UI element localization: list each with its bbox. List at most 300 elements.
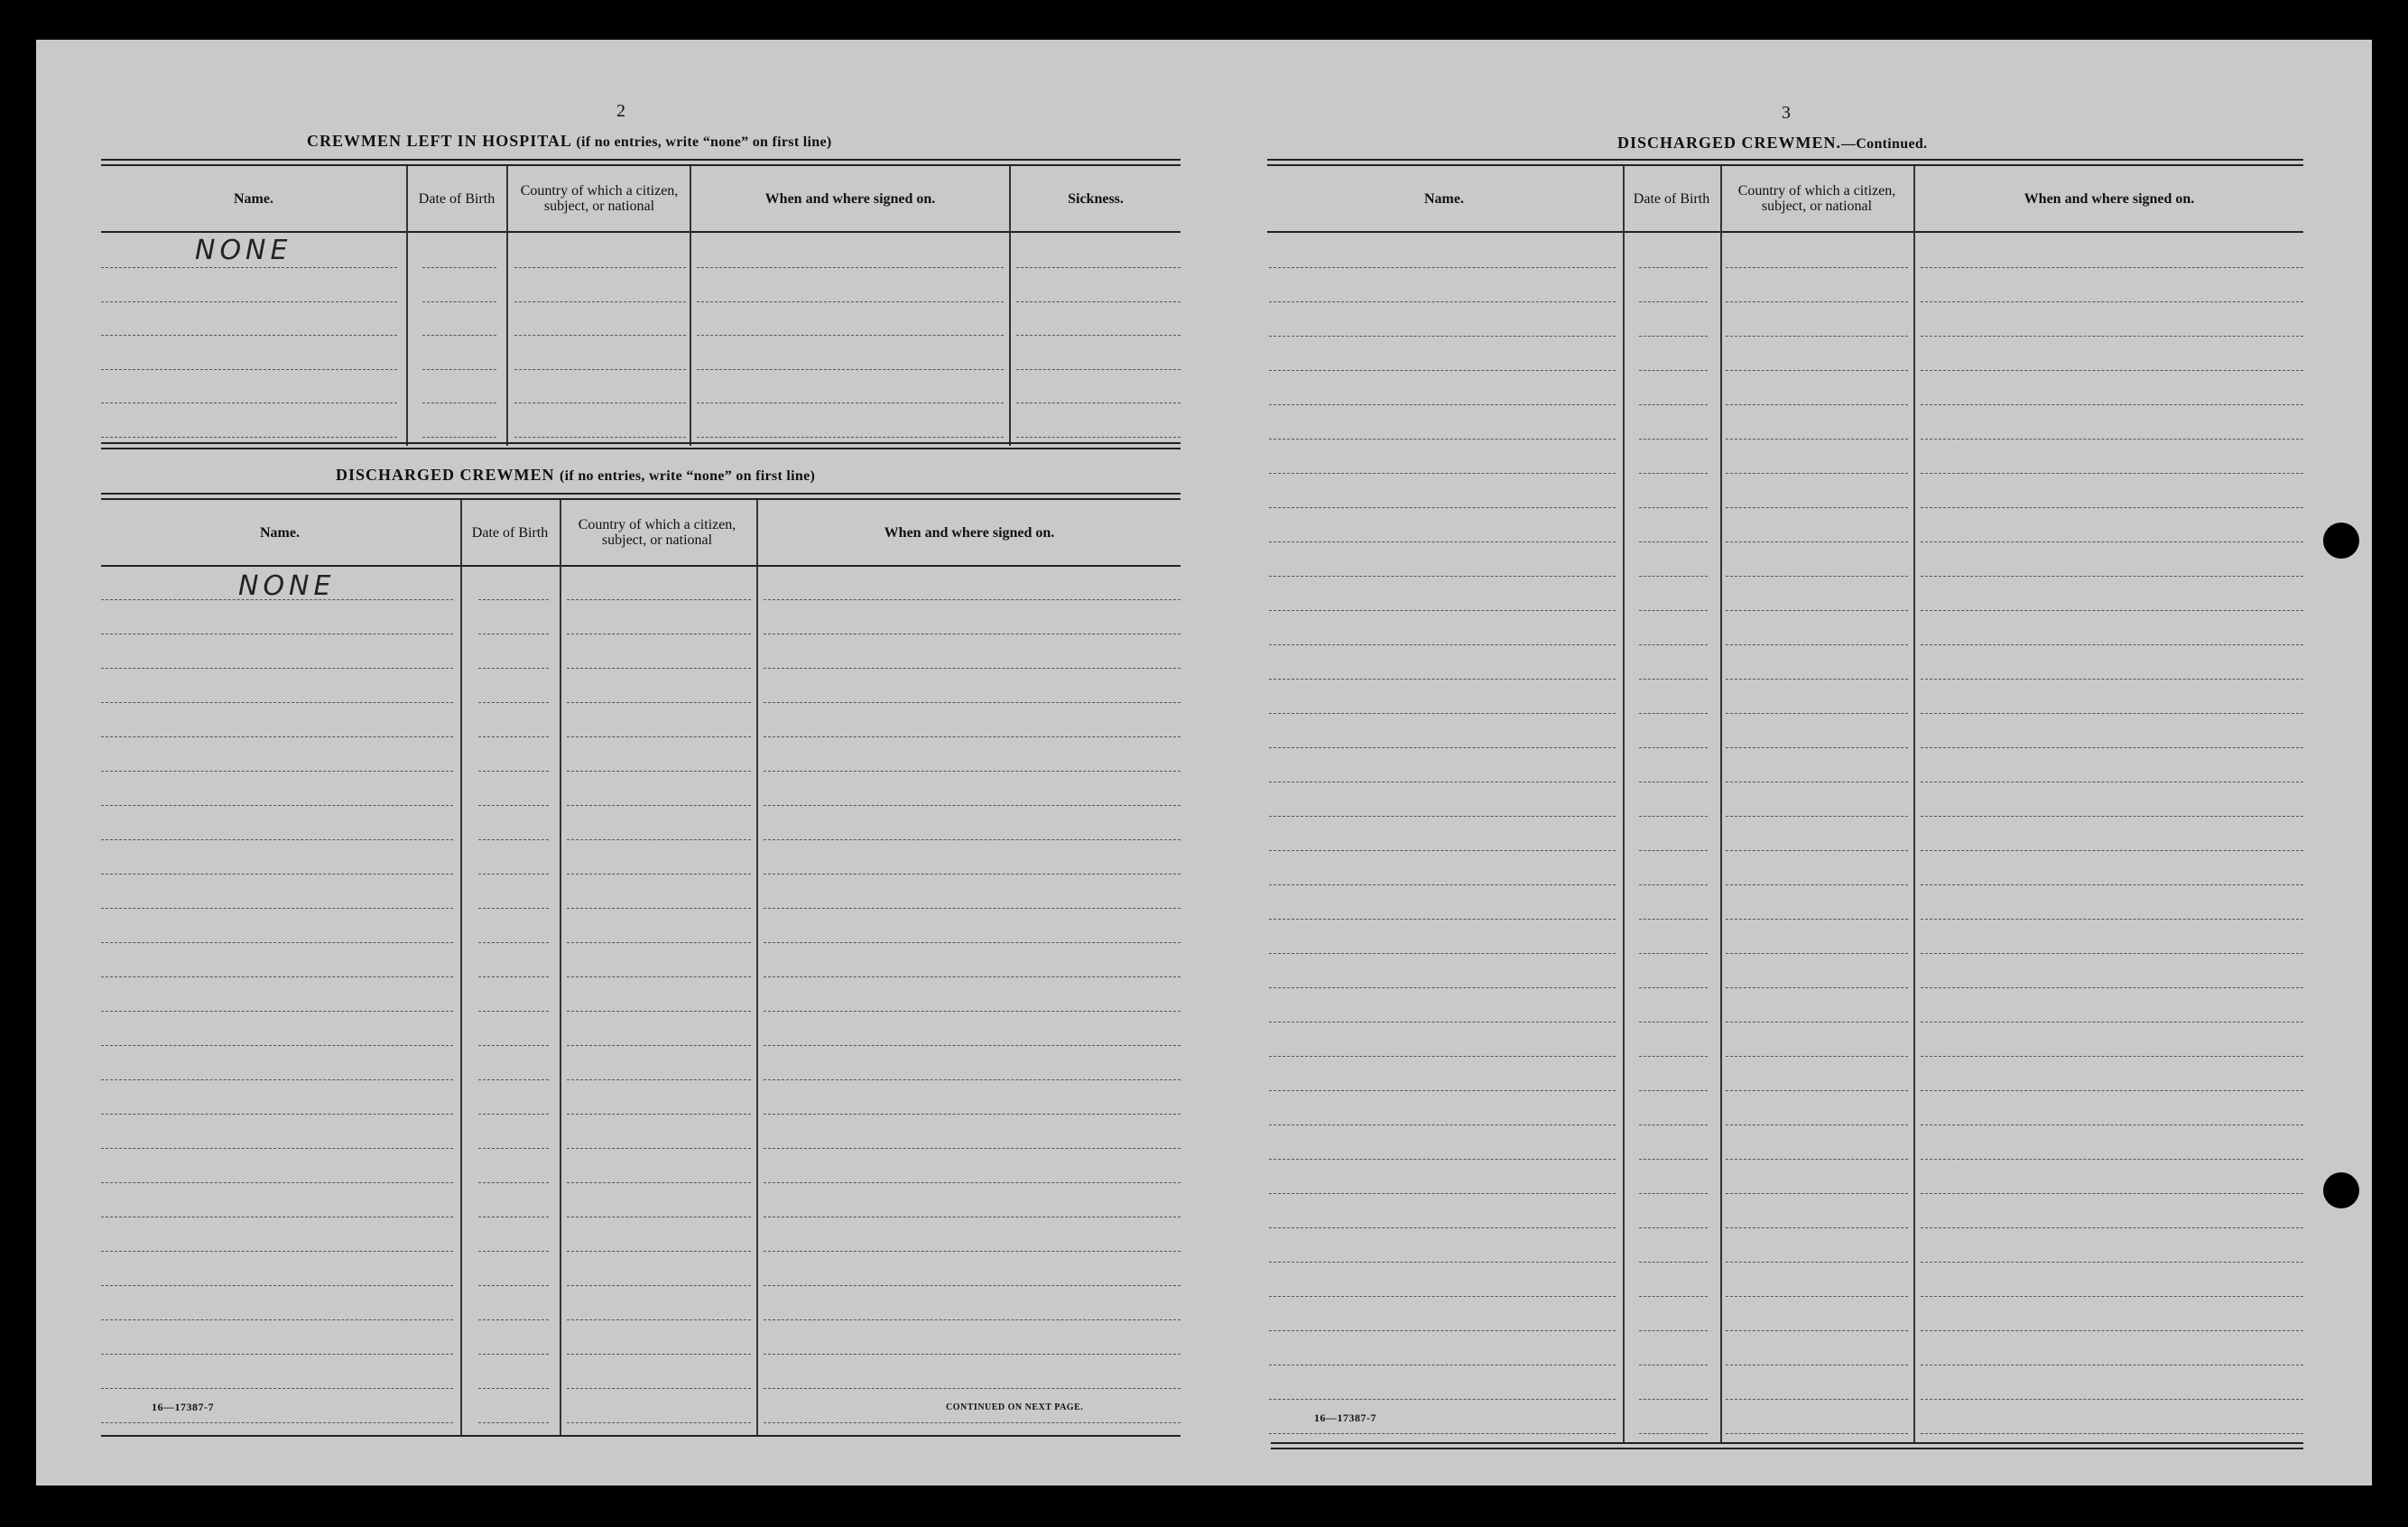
discharged-ruled-line — [764, 1354, 1181, 1355]
discharged-ruled-line — [567, 1285, 751, 1286]
discharged-ruled-line — [764, 805, 1181, 806]
right-ruled-line — [1639, 1399, 1708, 1400]
discharged-ruled-line — [478, 874, 549, 875]
document-sheet — [36, 40, 2372, 1485]
right-ruled-line — [1726, 679, 1908, 680]
discharged-ruled-line — [101, 668, 453, 669]
discharged-bottom-rule — [101, 1435, 1181, 1437]
hospital-ruled-line — [1016, 335, 1181, 336]
discharged-ruled-line — [101, 1422, 453, 1423]
hospital-ruled-line — [697, 437, 1004, 438]
right-ruled-line — [1269, 610, 1616, 611]
discharged-ruled-line — [478, 1182, 549, 1183]
right-ruled-line — [1921, 644, 2303, 645]
hospital-ruled-line — [101, 301, 397, 302]
discharged-ruled-line — [101, 1388, 453, 1389]
discharged-ruled-line — [101, 1251, 453, 1252]
right-ruled-line — [1639, 1227, 1708, 1228]
discharged-ruled-line — [567, 736, 751, 737]
hospital-ruled-line — [101, 437, 397, 438]
discharged-ruled-line — [567, 1079, 751, 1080]
hospital-vline-3 — [690, 166, 691, 446]
discharged-ruled-line — [764, 1182, 1181, 1183]
discharged-ruled-line — [478, 1422, 549, 1423]
hospital-ruled-line — [422, 301, 496, 302]
right-ruled-line — [1639, 1124, 1708, 1125]
right-ruled-line — [1726, 644, 1908, 645]
hospital-ruled-line — [514, 335, 686, 336]
discharged-ruled-line — [101, 908, 453, 909]
right-ruled-line — [1921, 576, 2303, 577]
right-ruled-line — [1269, 1193, 1616, 1194]
hospital-ruled-line — [422, 267, 496, 268]
right-ruled-line — [1269, 919, 1616, 920]
right-ruled-line — [1269, 1262, 1616, 1263]
hospital-ruled-line — [514, 267, 686, 268]
right-ruled-line — [1726, 953, 1908, 954]
right-ruled-line — [1921, 747, 2303, 748]
right-ruled-line — [1726, 541, 1908, 542]
discharged-ruled-line — [764, 668, 1181, 669]
discharged-ruled-line — [764, 1422, 1181, 1423]
right-ruled-line — [1921, 953, 2303, 954]
hospital-header-rule — [101, 231, 1181, 233]
discharged-ruled-line — [764, 1148, 1181, 1149]
right-ruled-line — [1269, 576, 1616, 577]
discharged-ruled-line — [478, 668, 549, 669]
right-ruled-line — [1726, 713, 1908, 714]
right-ruled-line — [1921, 884, 2303, 885]
right-ruled-line — [1921, 507, 2303, 508]
right-bottom-rule — [1271, 1442, 2303, 1449]
right-ruled-line — [1921, 1262, 2303, 1263]
right-ruled-line — [1639, 370, 1708, 371]
right-ruled-line — [1639, 987, 1708, 988]
right-ruled-line — [1639, 1056, 1708, 1057]
right-top-rule — [1267, 159, 2303, 166]
discharged-ruled-line — [478, 976, 549, 977]
hospital-col-when-where: When and where signed on. — [764, 190, 936, 207]
right-ruled-line — [1269, 439, 1616, 440]
right-ruled-line — [1726, 1227, 1908, 1228]
right-ruled-line — [1726, 370, 1908, 371]
right-ruled-line — [1726, 473, 1908, 474]
hospital-ruled-line — [1016, 369, 1181, 370]
right-ruled-line — [1269, 404, 1616, 405]
discharged-ruled-line — [478, 839, 549, 840]
right-ruled-line — [1726, 267, 1908, 268]
discharged-ruled-line — [567, 1148, 751, 1149]
right-ruled-line — [1921, 816, 2303, 817]
right-ruled-line — [1269, 1124, 1616, 1125]
right-vline-2 — [1720, 166, 1722, 1444]
discharged-ruled-line — [567, 942, 751, 943]
discharged-section-title — [336, 466, 815, 485]
discharged-ruled-line — [764, 976, 1181, 977]
hospital-ruled-line — [697, 369, 1004, 370]
discharged-ruled-line — [764, 874, 1181, 875]
right-ruled-line — [1921, 267, 2303, 268]
discharged-ruled-line — [478, 1148, 549, 1149]
right-ruled-line — [1726, 336, 1908, 337]
hospital-col-country: Country of which a citizen, subject, or national — [520, 183, 679, 214]
right-header-rule — [1267, 231, 2303, 233]
hospital-ruled-line — [422, 335, 496, 336]
hospital-ruled-line — [697, 301, 1004, 302]
right-ruled-line — [1726, 610, 1908, 611]
hospital-title-text: CREWMEN LEFT IN HOSPITAL — [307, 132, 571, 150]
right-ruled-line — [1269, 336, 1616, 337]
right-section-title — [1617, 134, 1927, 153]
right-ruled-line — [1726, 404, 1908, 405]
right-ruled-line — [1639, 404, 1708, 405]
right-ruled-line — [1921, 1433, 2303, 1434]
discharged-ruled-line — [764, 1319, 1181, 1320]
discharged-ruled-line — [567, 599, 751, 600]
right-ruled-line — [1639, 644, 1708, 645]
right-ruled-line — [1269, 301, 1616, 302]
continued-note: CONTINUED ON NEXT PAGE. — [946, 1402, 1084, 1412]
discharged-ruled-line — [567, 771, 751, 772]
right-col-name: Name. — [1424, 190, 1464, 207]
discharged-ruled-line — [478, 1011, 549, 1012]
discharged-ruled-line — [478, 805, 549, 806]
right-title-suffix: —Continued. — [1841, 136, 1928, 152]
right-ruled-line — [1639, 1262, 1708, 1263]
discharged-ruled-line — [478, 1354, 549, 1355]
discharged-ruled-line — [101, 976, 453, 977]
right-col-country: Country of which a citizen, subject, or national — [1737, 183, 1896, 214]
right-ruled-line — [1726, 1124, 1908, 1125]
right-ruled-line — [1726, 576, 1908, 577]
discharged-ruled-line — [764, 1079, 1181, 1080]
hospital-vline-4 — [1009, 166, 1011, 446]
right-ruled-line — [1639, 747, 1708, 748]
right-ruled-line — [1639, 816, 1708, 817]
right-ruled-line — [1921, 1124, 2303, 1125]
discharged-ruled-line — [478, 1388, 549, 1389]
right-ruled-line — [1726, 439, 1908, 440]
right-ruled-line — [1639, 576, 1708, 577]
right-vline-1 — [1623, 166, 1625, 1444]
binder-hole-top — [2323, 523, 2359, 559]
right-ruled-line — [1639, 713, 1708, 714]
discharged-ruled-line — [567, 839, 751, 840]
right-ruled-line — [1639, 301, 1708, 302]
discharged-ruled-line — [101, 1354, 453, 1355]
right-ruled-line — [1269, 1399, 1616, 1400]
right-ruled-line — [1921, 610, 2303, 611]
right-ruled-line — [1921, 1056, 2303, 1057]
hospital-col-dob: Date of Birth — [418, 190, 495, 207]
discharged-ruled-line — [101, 839, 453, 840]
form-number-left: 16—17387-7 — [152, 1401, 214, 1413]
hospital-vline-1 — [406, 166, 408, 446]
discharged-ruled-line — [101, 771, 453, 772]
discharged-entry-none: NONE — [238, 570, 336, 602]
discharged-ruled-line — [101, 702, 453, 703]
hospital-ruled-line — [514, 437, 686, 438]
right-ruled-line — [1921, 1330, 2303, 1331]
right-ruled-line — [1921, 1090, 2303, 1091]
right-ruled-line — [1639, 507, 1708, 508]
right-ruled-line — [1921, 679, 2303, 680]
right-ruled-line — [1726, 747, 1908, 748]
right-ruled-line — [1639, 850, 1708, 851]
right-ruled-line — [1726, 1296, 1908, 1297]
right-ruled-line — [1269, 1090, 1616, 1091]
right-ruled-line — [1726, 850, 1908, 851]
right-ruled-line — [1726, 301, 1908, 302]
right-ruled-line — [1269, 850, 1616, 851]
discharged-ruled-line — [101, 1079, 453, 1080]
discharged-col-country: Country of which a citizen, subject, or national — [578, 517, 736, 548]
right-ruled-line — [1639, 953, 1708, 954]
hospital-ruled-line — [101, 267, 397, 268]
hospital-ruled-line — [1016, 301, 1181, 302]
discharged-ruled-line — [478, 1319, 549, 1320]
discharged-ruled-line — [101, 1285, 453, 1286]
discharged-vline-3 — [756, 500, 758, 1435]
right-ruled-line — [1639, 1159, 1708, 1160]
right-ruled-line — [1921, 1193, 2303, 1194]
right-ruled-line — [1269, 884, 1616, 885]
right-ruled-line — [1726, 884, 1908, 885]
right-ruled-line — [1726, 1433, 1908, 1434]
discharged-ruled-line — [101, 1148, 453, 1149]
right-ruled-line — [1921, 1159, 2303, 1160]
discharged-ruled-line — [764, 1285, 1181, 1286]
right-ruled-line — [1639, 1330, 1708, 1331]
right-ruled-line — [1921, 473, 2303, 474]
right-ruled-line — [1269, 816, 1616, 817]
page-number-right: 3 — [1782, 103, 1791, 123]
right-ruled-line — [1726, 1262, 1908, 1263]
discharged-ruled-line — [567, 1045, 751, 1046]
right-ruled-line — [1726, 1330, 1908, 1331]
hospital-ruled-line — [697, 335, 1004, 336]
discharged-ruled-line — [478, 771, 549, 772]
hospital-ruled-line — [1016, 437, 1181, 438]
right-ruled-line — [1269, 473, 1616, 474]
discharged-ruled-line — [478, 1045, 549, 1046]
discharged-ruled-line — [478, 942, 549, 943]
discharged-ruled-line — [567, 976, 751, 977]
discharged-ruled-line — [567, 668, 751, 669]
discharged-col-when-where: When and where signed on. — [884, 524, 1055, 541]
binder-hole-bottom — [2323, 1172, 2359, 1208]
right-ruled-line — [1921, 336, 2303, 337]
discharged-ruled-line — [567, 702, 751, 703]
discharged-ruled-line — [764, 942, 1181, 943]
hospital-col-sickness: Sickness. — [1068, 190, 1124, 207]
discharged-title-note: (if no entries, write “none” on first line) — [560, 468, 816, 484]
discharged-ruled-line — [567, 1422, 751, 1423]
discharged-ruled-line — [567, 1182, 751, 1183]
right-ruled-line — [1269, 541, 1616, 542]
discharged-ruled-line — [764, 1045, 1181, 1046]
discharged-ruled-line — [764, 908, 1181, 909]
discharged-ruled-line — [567, 805, 751, 806]
right-ruled-line — [1269, 1433, 1616, 1434]
right-ruled-line — [1639, 1022, 1708, 1023]
right-ruled-line — [1726, 1090, 1908, 1091]
discharged-ruled-line — [567, 1319, 751, 1320]
discharged-ruled-line — [478, 736, 549, 737]
right-ruled-line — [1639, 610, 1708, 611]
right-ruled-line — [1921, 713, 2303, 714]
right-ruled-line — [1269, 1159, 1616, 1160]
right-ruled-line — [1269, 267, 1616, 268]
discharged-ruled-line — [764, 839, 1181, 840]
hospital-entry-none: NONE — [195, 235, 292, 266]
discharged-col-dob: Date of Birth — [471, 524, 549, 541]
right-ruled-line — [1726, 919, 1908, 920]
discharged-ruled-line — [478, 599, 549, 600]
right-ruled-line — [1269, 713, 1616, 714]
right-ruled-line — [1726, 1159, 1908, 1160]
right-ruled-line — [1639, 1296, 1708, 1297]
right-ruled-line — [1639, 336, 1708, 337]
right-title-text: DISCHARGED CREWMEN. — [1617, 134, 1842, 152]
right-ruled-line — [1269, 747, 1616, 748]
right-ruled-line — [1921, 404, 2303, 405]
right-ruled-line — [1726, 507, 1908, 508]
hospital-title-note: (if no entries, write “none” on first line) — [576, 134, 832, 150]
right-ruled-line — [1726, 1022, 1908, 1023]
discharged-ruled-line — [101, 942, 453, 943]
right-ruled-line — [1269, 679, 1616, 680]
hospital-ruled-line — [514, 301, 686, 302]
discharged-ruled-line — [101, 1114, 453, 1115]
hospital-section-title — [307, 132, 831, 151]
discharged-ruled-line — [101, 1011, 453, 1012]
discharged-ruled-line — [764, 1388, 1181, 1389]
discharged-title-text: DISCHARGED CREWMEN — [336, 466, 555, 484]
right-ruled-line — [1269, 507, 1616, 508]
discharged-ruled-line — [101, 736, 453, 737]
right-ruled-line — [1269, 1056, 1616, 1057]
right-ruled-line — [1921, 1296, 2303, 1297]
hospital-ruled-line — [101, 335, 397, 336]
hospital-ruled-line — [422, 369, 496, 370]
discharged-ruled-line — [478, 1285, 549, 1286]
right-ruled-line — [1726, 987, 1908, 988]
right-vline-3 — [1913, 166, 1915, 1444]
right-ruled-line — [1269, 1330, 1616, 1331]
discharged-ruled-line — [764, 599, 1181, 600]
right-ruled-line — [1921, 1399, 2303, 1400]
discharged-ruled-line — [478, 1251, 549, 1252]
right-col-dob: Date of Birth — [1633, 190, 1710, 207]
hospital-col-name: Name. — [234, 190, 273, 207]
right-ruled-line — [1269, 1022, 1616, 1023]
right-ruled-line — [1639, 884, 1708, 885]
right-ruled-line — [1639, 1433, 1708, 1434]
right-ruled-line — [1269, 370, 1616, 371]
right-ruled-line — [1639, 1193, 1708, 1194]
hospital-ruled-line — [514, 369, 686, 370]
discharged-ruled-line — [567, 1251, 751, 1252]
right-ruled-line — [1639, 919, 1708, 920]
discharged-ruled-line — [478, 908, 549, 909]
discharged-ruled-line — [764, 702, 1181, 703]
right-ruled-line — [1921, 541, 2303, 542]
discharged-ruled-line — [478, 1079, 549, 1080]
discharged-ruled-line — [101, 1182, 453, 1183]
right-col-when-where: When and where signed on. — [2024, 190, 2195, 207]
right-ruled-line — [1921, 370, 2303, 371]
right-ruled-line — [1269, 987, 1616, 988]
discharged-top-rule — [101, 493, 1181, 500]
discharged-header-rule — [101, 565, 1181, 567]
right-ruled-line — [1639, 473, 1708, 474]
discharged-vline-1 — [460, 500, 462, 1435]
right-ruled-line — [1639, 1090, 1708, 1091]
discharged-ruled-line — [101, 1045, 453, 1046]
discharged-ruled-line — [567, 1354, 751, 1355]
discharged-ruled-line — [764, 771, 1181, 772]
discharged-ruled-line — [478, 1114, 549, 1115]
discharged-ruled-line — [101, 1319, 453, 1320]
right-ruled-line — [1726, 1399, 1908, 1400]
right-ruled-line — [1269, 644, 1616, 645]
right-ruled-line — [1639, 439, 1708, 440]
discharged-ruled-line — [567, 1388, 751, 1389]
discharged-ruled-line — [567, 1114, 751, 1115]
right-ruled-line — [1921, 919, 2303, 920]
hospital-ruled-line — [422, 437, 496, 438]
right-ruled-line — [1921, 987, 2303, 988]
discharged-ruled-line — [764, 1114, 1181, 1115]
discharged-ruled-line — [101, 874, 453, 875]
hospital-top-rule — [101, 159, 1181, 166]
discharged-ruled-line — [101, 805, 453, 806]
right-ruled-line — [1726, 1193, 1908, 1194]
hospital-bottom-rule — [101, 442, 1181, 449]
discharged-ruled-line — [764, 1251, 1181, 1252]
right-ruled-line — [1921, 850, 2303, 851]
page-number-left: 2 — [616, 101, 625, 121]
right-ruled-line — [1269, 1227, 1616, 1228]
right-ruled-line — [1726, 1056, 1908, 1057]
right-ruled-line — [1639, 267, 1708, 268]
right-ruled-line — [1921, 439, 2303, 440]
right-ruled-line — [1269, 953, 1616, 954]
discharged-ruled-line — [764, 1011, 1181, 1012]
discharged-ruled-line — [101, 599, 453, 600]
discharged-vline-2 — [560, 500, 561, 1435]
hospital-ruled-line — [697, 267, 1004, 268]
right-ruled-line — [1269, 1296, 1616, 1297]
discharged-ruled-line — [764, 736, 1181, 737]
hospital-vline-2 — [506, 166, 508, 446]
form-number-right: 16—17387-7 — [1314, 1411, 1376, 1424]
right-ruled-line — [1726, 816, 1908, 817]
discharged-ruled-line — [567, 874, 751, 875]
right-ruled-line — [1639, 541, 1708, 542]
right-ruled-line — [1639, 679, 1708, 680]
discharged-ruled-line — [567, 1011, 751, 1012]
hospital-ruled-line — [101, 369, 397, 370]
hospital-ruled-line — [1016, 267, 1181, 268]
right-ruled-line — [1921, 301, 2303, 302]
discharged-col-name: Name. — [260, 524, 300, 541]
right-ruled-line — [1921, 1227, 2303, 1228]
right-ruled-line — [1921, 1022, 2303, 1023]
discharged-ruled-line — [567, 908, 751, 909]
discharged-ruled-line — [478, 702, 549, 703]
